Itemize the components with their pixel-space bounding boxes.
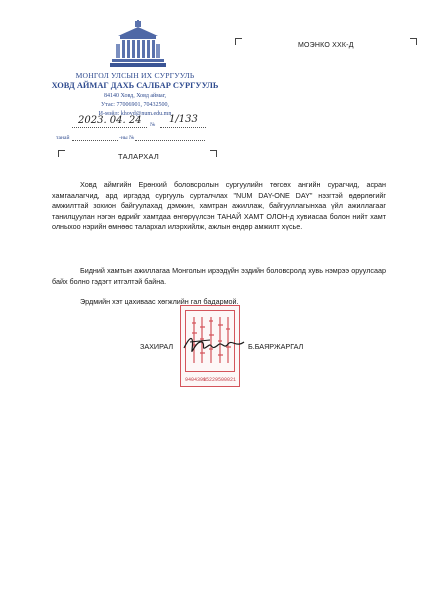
letter-date: 2023. 04. 24 bbox=[78, 115, 142, 126]
your-date-line bbox=[72, 140, 118, 141]
university-logo bbox=[108, 20, 168, 70]
letter-title: ТАЛАРХАЛ bbox=[118, 152, 160, 161]
date-line bbox=[72, 127, 147, 128]
signer-title: ЗАХИРАЛ bbox=[140, 342, 174, 351]
address-line: 84140 Ховд, Ховд аймаг, bbox=[104, 93, 166, 99]
signer-name: Б.БАЯРЖАРГАЛ bbox=[248, 342, 304, 351]
email-line: И-мэйл: khovd@num.edu.mn bbox=[98, 111, 172, 117]
title-bracket-left bbox=[58, 150, 65, 157]
your-number-label: -ны № bbox=[119, 135, 135, 141]
recipient-bracket-right bbox=[410, 38, 417, 45]
letter-number: 1/133 bbox=[169, 114, 198, 125]
recipient-bracket-left bbox=[235, 38, 242, 45]
your-number-line bbox=[135, 140, 205, 141]
university-name: МОНГОЛ УЛСЫН ИХ СУРГУУЛЬ bbox=[75, 71, 195, 80]
body-paragraph-2: Бидний хамтын ажиллагаа Монголын ирээдүйн эздийн боловсролд хувь нэмрээ оруулсаар байх болно гэдэгт итгэлтэй байна. bbox=[52, 266, 386, 286]
number-line bbox=[160, 127, 206, 128]
stamp-number-right: 15229500021 bbox=[202, 377, 236, 383]
school-name: ХОВД АЙМАГ ДАХЬ САЛБАР СУРГУУЛЬ bbox=[51, 81, 219, 90]
title-bracket-right bbox=[210, 150, 217, 157]
body-paragraph-3: Эрдмийн хэт цахиваас хөгжлийн гал бадармой. bbox=[80, 297, 239, 306]
stamp-number-left: 9404399 bbox=[185, 377, 207, 383]
university-building-icon bbox=[108, 20, 168, 70]
your-label: танай bbox=[56, 135, 70, 141]
body-paragraph-1: Ховд аймгийн Ерөнхий боловсролын сургуулийн төгсөх ангийн сурагчид, асран хамгаалагчид, ард иргэдэд сургууль сурталчлах "NUM DAY-ONE DAY" нэзгтэй өдөрлөгийг амжилттай зохион байгуулахад дэмжин, хамтран ажиллаж, байгууллагынхаа үйл ажиллагааг танилцуулан нэгэн өдрийг хамтдаа өнгөрүүлсэн ТАНАЙ ХАМТ ОЛОН-д хувиасаа болон нийт хамт олныхоо нэрийн өмнөөс талархал илэрхийлж, ажлын өндөр амжилт хүсье. bbox=[52, 180, 386, 232]
recipient: МОЭНКО ХХК-Д bbox=[298, 42, 354, 49]
number-symbol: № bbox=[150, 122, 156, 128]
phone-line: Утас: 77006901, 70432500, bbox=[101, 102, 169, 108]
handwritten-signature bbox=[180, 330, 250, 360]
